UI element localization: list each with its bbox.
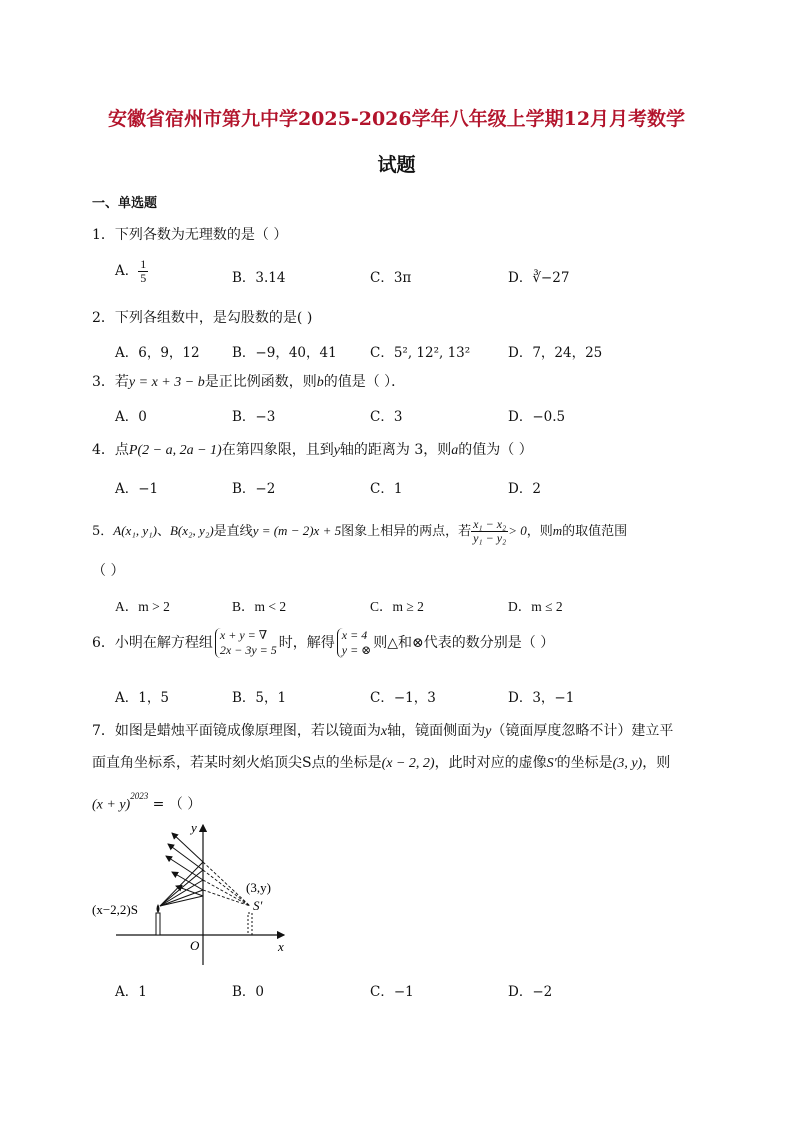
label-s: (x−2,2)S: [92, 902, 138, 917]
q6-option-b: B．5，1: [232, 690, 287, 706]
label-x-axis: x: [278, 939, 284, 954]
q4-option-d: D．2: [508, 481, 541, 497]
q2-option-b: B．−9，40，41: [232, 345, 337, 361]
q5-option-a: A．m > 2: [115, 599, 170, 614]
label-origin: O: [190, 938, 200, 953]
q1-option-a: A． $\frac{1}{5}$: [115, 257, 147, 285]
question-3-stem: 3．若y = x + 3 − b是正比例函数，则b的值是（ ）．: [92, 374, 406, 390]
mirror-diagram: [88, 820, 298, 970]
q3-option-d: D．−0.5: [508, 409, 566, 425]
q5-option-d: D．m ≤ 2: [508, 599, 563, 614]
q2-option-a: A．6，9，12: [115, 345, 200, 361]
document-title-line1: 安徽省宿州市第九中学2025-2026学年八年级上学期12月月考数学: [107, 108, 686, 130]
q3-option-c: C．3: [370, 409, 403, 425]
document-title-line2: 试题: [377, 154, 416, 176]
q5-option-b: B．m < 2: [232, 599, 287, 614]
question-6-stem: 6．小明在解方程组 x + y = ∇ 2x − 3y = 5 时，解得 x = 4 y = ⊗ 则△和⊗代表的数分别是（ ）: [92, 628, 555, 657]
label-s-prime-coord: (3,y): [246, 880, 271, 895]
q1-option-b: B．3.14: [232, 270, 286, 286]
flame: [157, 904, 160, 913]
question-7-line1: 7．如图是蜡烛平面镜成像原理图，若以镜面为x轴，镜面侧面为y（镜面厚度忽略不计）建立平: [92, 723, 674, 739]
q2-option-c: C．5², 12², 13²: [370, 345, 471, 361]
q1-option-d: D．∛−27: [508, 270, 570, 286]
q6-option-a: A．1，5: [115, 690, 169, 706]
label-s-prime: S′: [253, 898, 263, 913]
label-y-axis: y: [191, 820, 197, 835]
virtual-candle: [248, 913, 252, 935]
q4-option-c: C．1: [370, 481, 403, 497]
q6-option-c: C．−1，3: [370, 690, 436, 706]
question-2-stem: 2．下列各组数中，是勾股数的是( ): [92, 310, 313, 326]
q4-option-b: B．−2: [232, 481, 276, 497]
candle: [156, 913, 160, 935]
q7-option-c: C．−1: [370, 984, 414, 1000]
q4-option-a: A．−1: [115, 481, 159, 497]
q5-option-c: C．m ≥ 2: [370, 599, 424, 614]
question-4-stem: 4．点P(2 − a, 2a − 1)在第四象限，且到y轴的距离为 3，则a的值为（ ）: [92, 442, 533, 458]
question-5-stem-line2: （ ）: [92, 563, 125, 579]
question-7-line2: 面直角坐标系，若某时刻火焰顶尖S点的坐标是(x − 2, 2)，此时对应的虚像S′的坐标是(3, y)，则: [92, 755, 671, 771]
question-5-stem: 5．A(x₁, y₁)、B(x₂, y₂)是直线y = (m − 2)x + 5图象上相异的两点，若 $\frac{\text{x₁ − x₂}}{\text{y₁ − y₂}}$ > 0，则m的取值范围: [92, 517, 628, 545]
section-heading: 一、单选题: [92, 196, 158, 211]
q3-option-a: A．0: [115, 409, 147, 425]
question-7-line3: $(x + y)^{2023}$ = （ ）: [92, 791, 202, 813]
q6-option-d: D．3，−1: [508, 690, 575, 706]
q3-option-b: B．−3: [232, 409, 276, 425]
q7-option-a: A．1: [115, 984, 147, 1000]
q1-option-c: C．3π: [370, 270, 412, 286]
q7-option-b: B．0: [232, 984, 265, 1000]
question-1-stem: 1．下列各数为无理数的是（ ）: [92, 227, 288, 243]
q7-option-d: D．−2: [508, 984, 553, 1000]
q2-option-d: D．7，24，25: [508, 345, 603, 361]
